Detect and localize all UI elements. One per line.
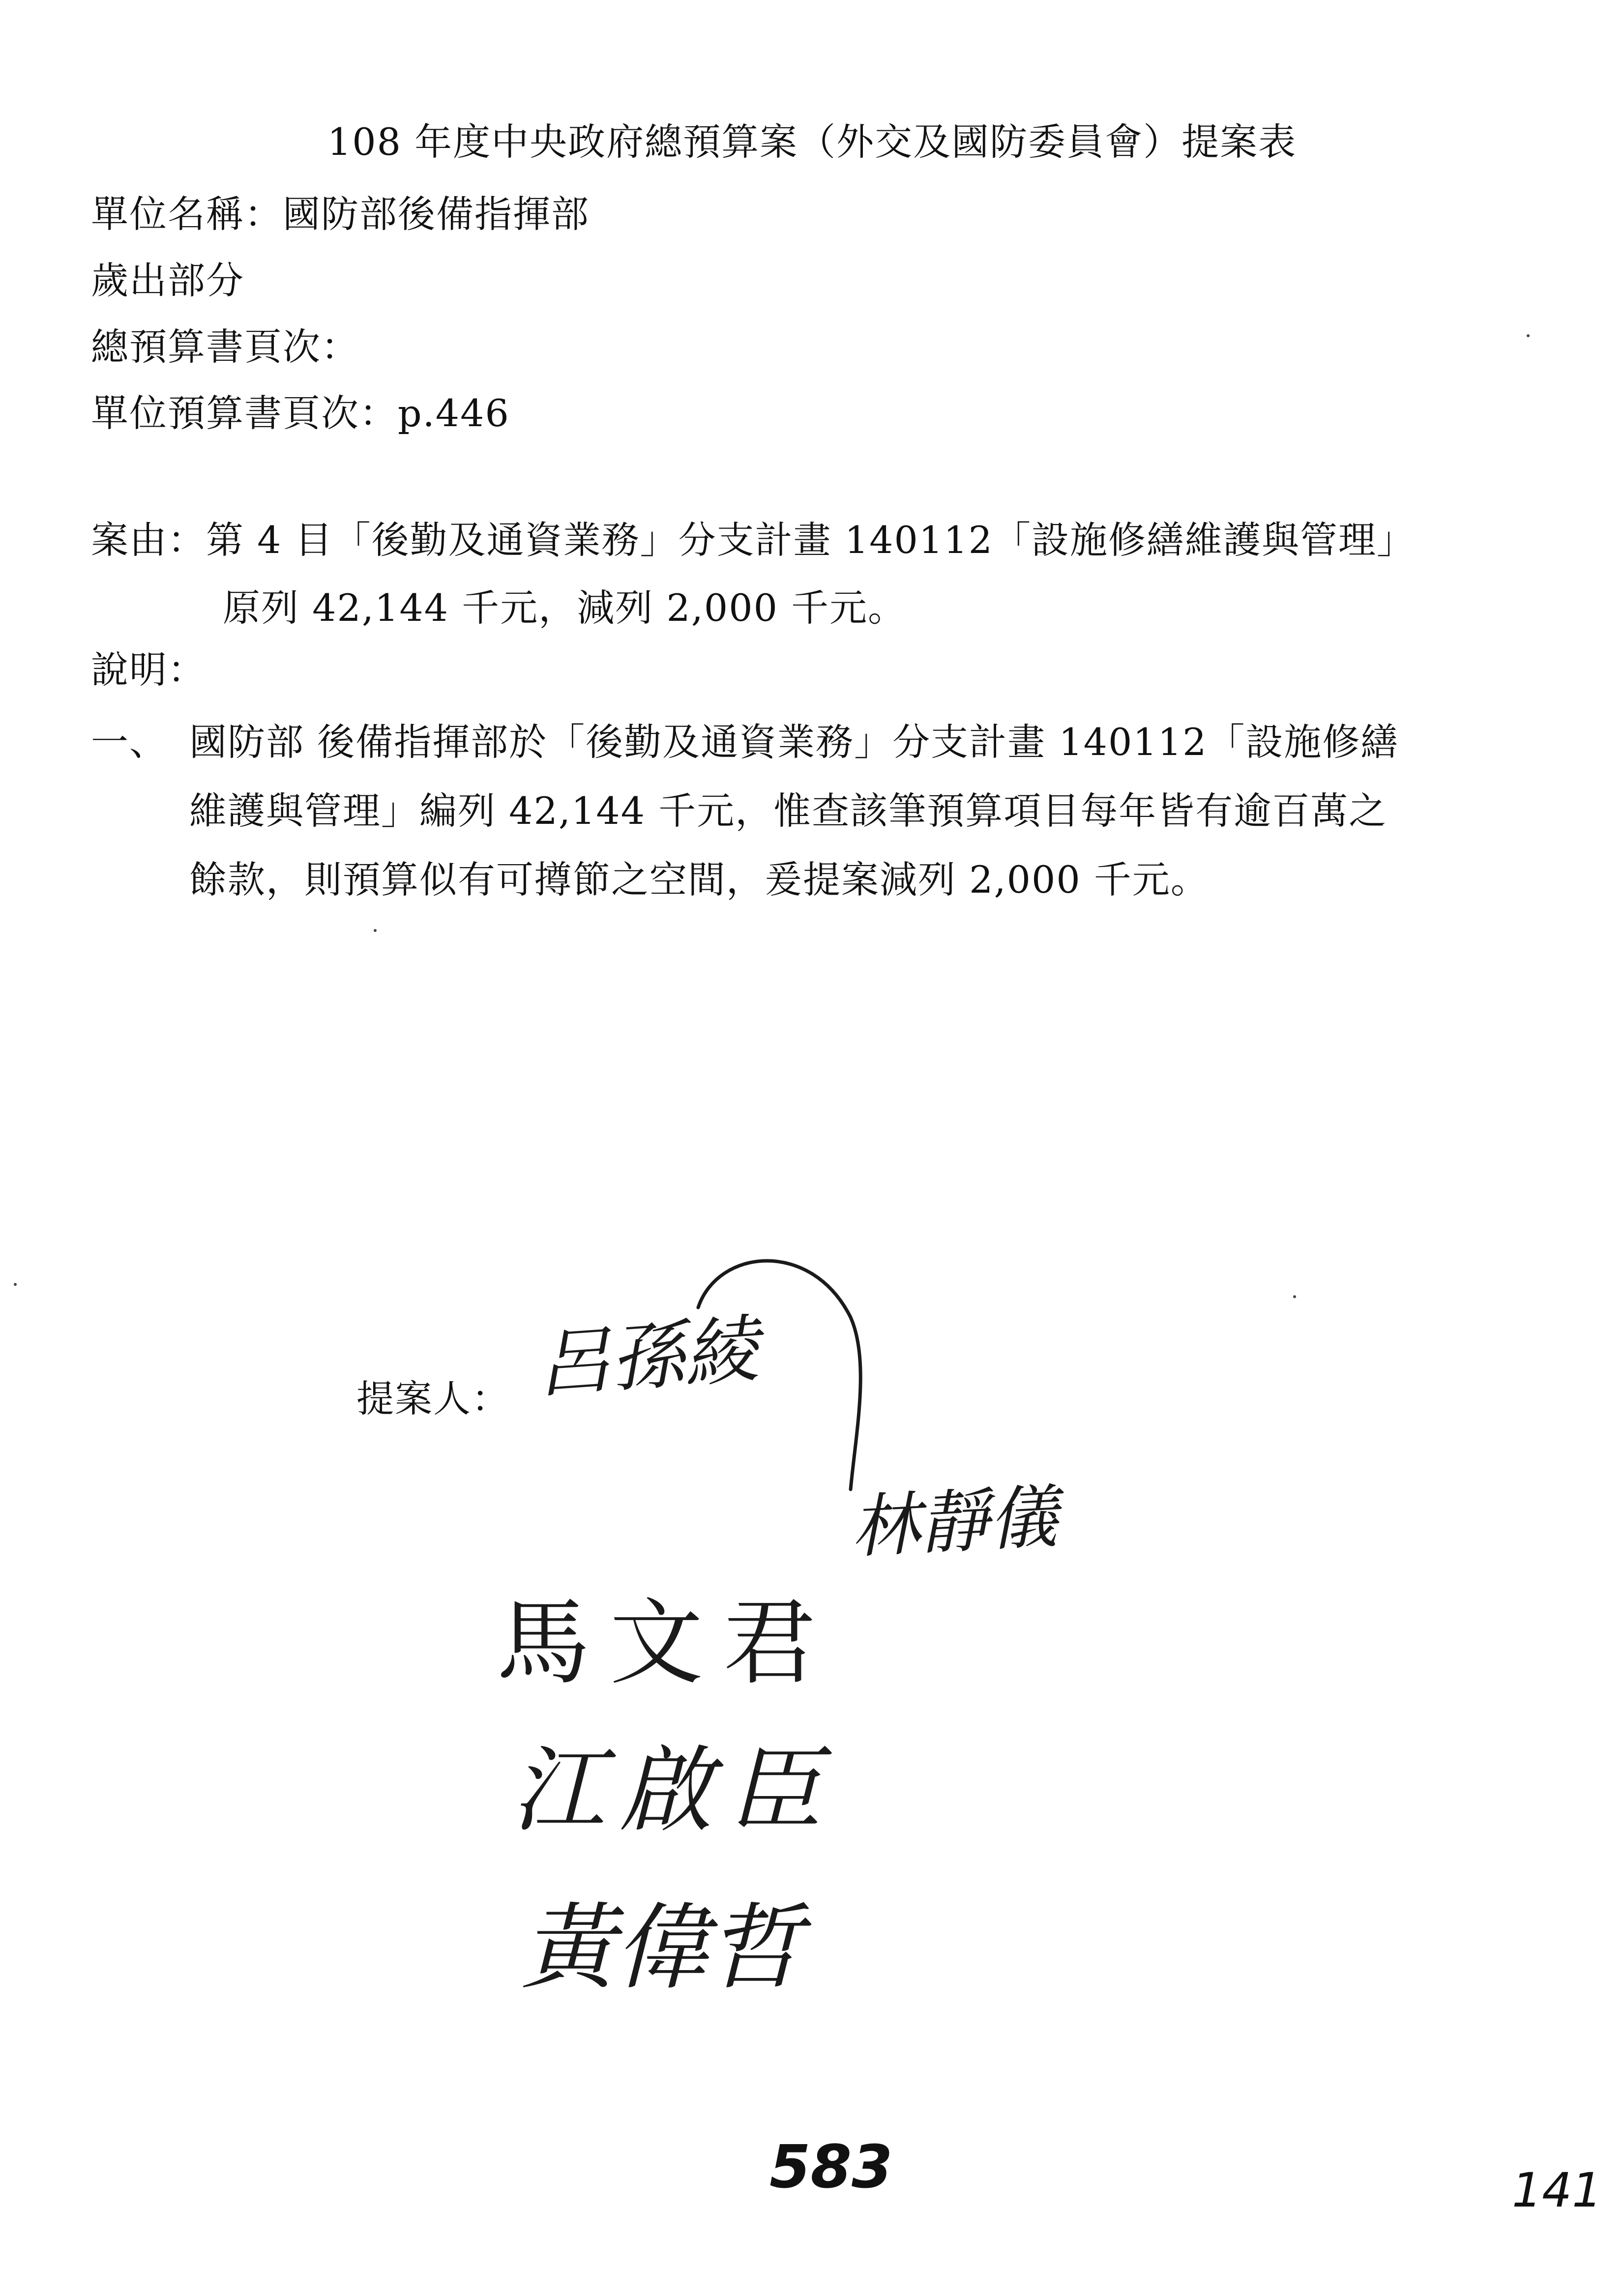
explanation-line-3: 餘款，則預算似有可撙節之空間，爰提案減列 2,000 千元。 <box>189 858 1209 901</box>
scan-speck <box>1527 334 1530 337</box>
case-line-2: 原列 42,144 千元，減列 2,000 千元。 <box>223 586 907 630</box>
explanation-text-1: 國防部 後備指揮部於「後勤及通資業務」分支計畫 140112「設施修繕 <box>189 720 1399 764</box>
signature-4: 江啟臣 <box>511 1736 836 1845</box>
scan-speck <box>374 929 377 932</box>
explanation-label: 說明： <box>91 648 206 692</box>
document-title: 108 年度中央政府總預算案（外交及國防委員會）提案表 <box>327 120 1297 164</box>
page-corner-number: 141 <box>1512 2163 1602 2218</box>
explanation-line-2: 維護與管理」編列 42,144 千元，惟查該筆預算項目每年皆有逾百萬之 <box>189 789 1388 833</box>
signature-2: 林靜儀 <box>849 1477 1060 1568</box>
proposer-label: 提案人： <box>356 1377 510 1421</box>
section-label: 歲出部分 <box>91 259 244 302</box>
signature-3: 馬文君 <box>497 1589 836 1697</box>
explanation-block <box>91 708 1541 914</box>
case-line-1: 案由：第 4 目「後勤及通資業務」分支計畫 140112「設施修繕維護與管理」 <box>91 518 1415 562</box>
explanation-marker: 一、 <box>91 720 168 764</box>
page-stamp: 583 <box>769 2133 893 2202</box>
unit-budget-page: 單位預算書頁次：p.446 <box>91 391 510 435</box>
signature-5: 黃偉哲 <box>521 1893 802 2002</box>
total-budget-page: 總預算書頁次： <box>91 325 359 369</box>
scan-speck <box>1293 1295 1296 1298</box>
signature-1: 呂孫綾 <box>533 1307 761 1408</box>
explanation-line-1 <box>91 708 1541 777</box>
case-block <box>91 506 1415 642</box>
unit-name: 單位名稱：國防部後備指揮部 <box>91 192 590 236</box>
scan-speck <box>14 1283 17 1286</box>
